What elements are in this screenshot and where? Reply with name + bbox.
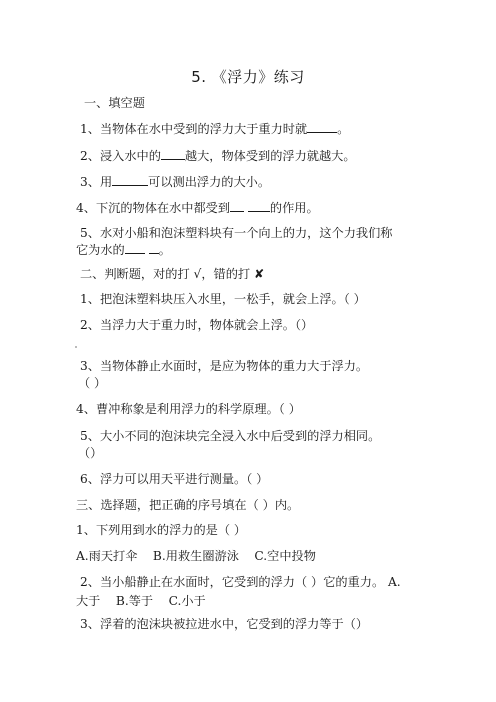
judge-question-5-line2: （） bbox=[78, 446, 103, 460]
fill-question-5-line2 bbox=[76, 242, 171, 258]
fill-question-2 bbox=[80, 148, 356, 164]
choice-question-2-line2: 大于 B.等于 C.小于 bbox=[76, 594, 206, 608]
fill-q5-end: 。 bbox=[158, 243, 171, 257]
stray-dot bbox=[75, 346, 77, 348]
fill-question-3 bbox=[80, 174, 270, 190]
choice-question-1: 1、下列用到水的浮力的是（ ） bbox=[76, 523, 247, 537]
fill-q4-text: 4、下沉的物体在水中都受到 bbox=[76, 201, 231, 215]
judge-question-3-line1: 3、当物体静止水面时，是应为物体的重力大于浮力。 bbox=[80, 359, 369, 373]
section-fill-heading: 一、填空题 bbox=[84, 96, 145, 110]
answer-blank bbox=[161, 148, 185, 160]
fill-q1-text: 1、当物体在水中受到的浮力大于重力时就 bbox=[80, 122, 308, 136]
judge-question-6: 6、浮力可以用天平进行测量。（ ） bbox=[80, 472, 269, 486]
section-choice-heading: 三、选择题，把正确的序号填在（ ）内。 bbox=[76, 498, 300, 512]
fill-q3-text: 3、用 bbox=[80, 175, 113, 189]
judge-question-5-line1: 5、大小不同的泡沫块完全浸入水中后受到的浮力相同。 bbox=[80, 429, 381, 443]
fill-q1-end: 。 bbox=[337, 122, 350, 136]
judge-question-4: 4、曹冲称象是利用浮力的科学原理。（ ） bbox=[76, 402, 301, 416]
choice-question-1-options: A.雨天打伞 B.用救生圈游泳 C.空中投物 bbox=[76, 549, 316, 563]
fill-question-1 bbox=[80, 121, 349, 137]
fill-q3-end: 可以测出浮力的大小。 bbox=[148, 175, 271, 189]
answer-blank bbox=[149, 242, 159, 254]
section-judge-heading bbox=[80, 266, 264, 282]
judge-question-2: 2、当浮力大于重力时，物体就会上浮。（） bbox=[80, 318, 314, 332]
answer-blank bbox=[230, 200, 244, 212]
fill-q2-end: 越大，物体受到的浮力就越大。 bbox=[184, 149, 356, 163]
fill-question-4 bbox=[76, 200, 319, 216]
choice-question-2-line1: 2、当小船静止在水面时，它受到的浮力（ ）它的重力。 A. bbox=[80, 575, 401, 589]
judge-heading-text: 二、判断题，对的打 √，错的打 bbox=[80, 267, 251, 281]
answer-blank bbox=[248, 200, 270, 212]
answer-blank bbox=[307, 121, 337, 133]
fill-question-5-line1: 5、水对小船和泡沫塑料块有一个向上的力，这个力我们称 bbox=[80, 226, 393, 240]
judge-question-1: 1、把泡沫塑料块压入水里，一松手，就会上浮。（ ） bbox=[80, 292, 366, 306]
fill-q2-text: 2、浸入水中的 bbox=[80, 149, 161, 163]
answer-blank bbox=[125, 242, 145, 254]
cross-mark-icon: ✘ bbox=[253, 267, 265, 281]
answer-blank bbox=[112, 174, 148, 186]
page-title: 5. 《浮力》练习 bbox=[191, 68, 305, 86]
choice-question-3: 3、浮着的泡沫块被拉进水中，它受到的浮力等于（） bbox=[80, 617, 369, 631]
fill-q5-text: 它为水的 bbox=[76, 243, 125, 257]
judge-question-3-line2: （ ） bbox=[78, 376, 107, 390]
fill-q4-end: 的作用。 bbox=[269, 201, 319, 215]
